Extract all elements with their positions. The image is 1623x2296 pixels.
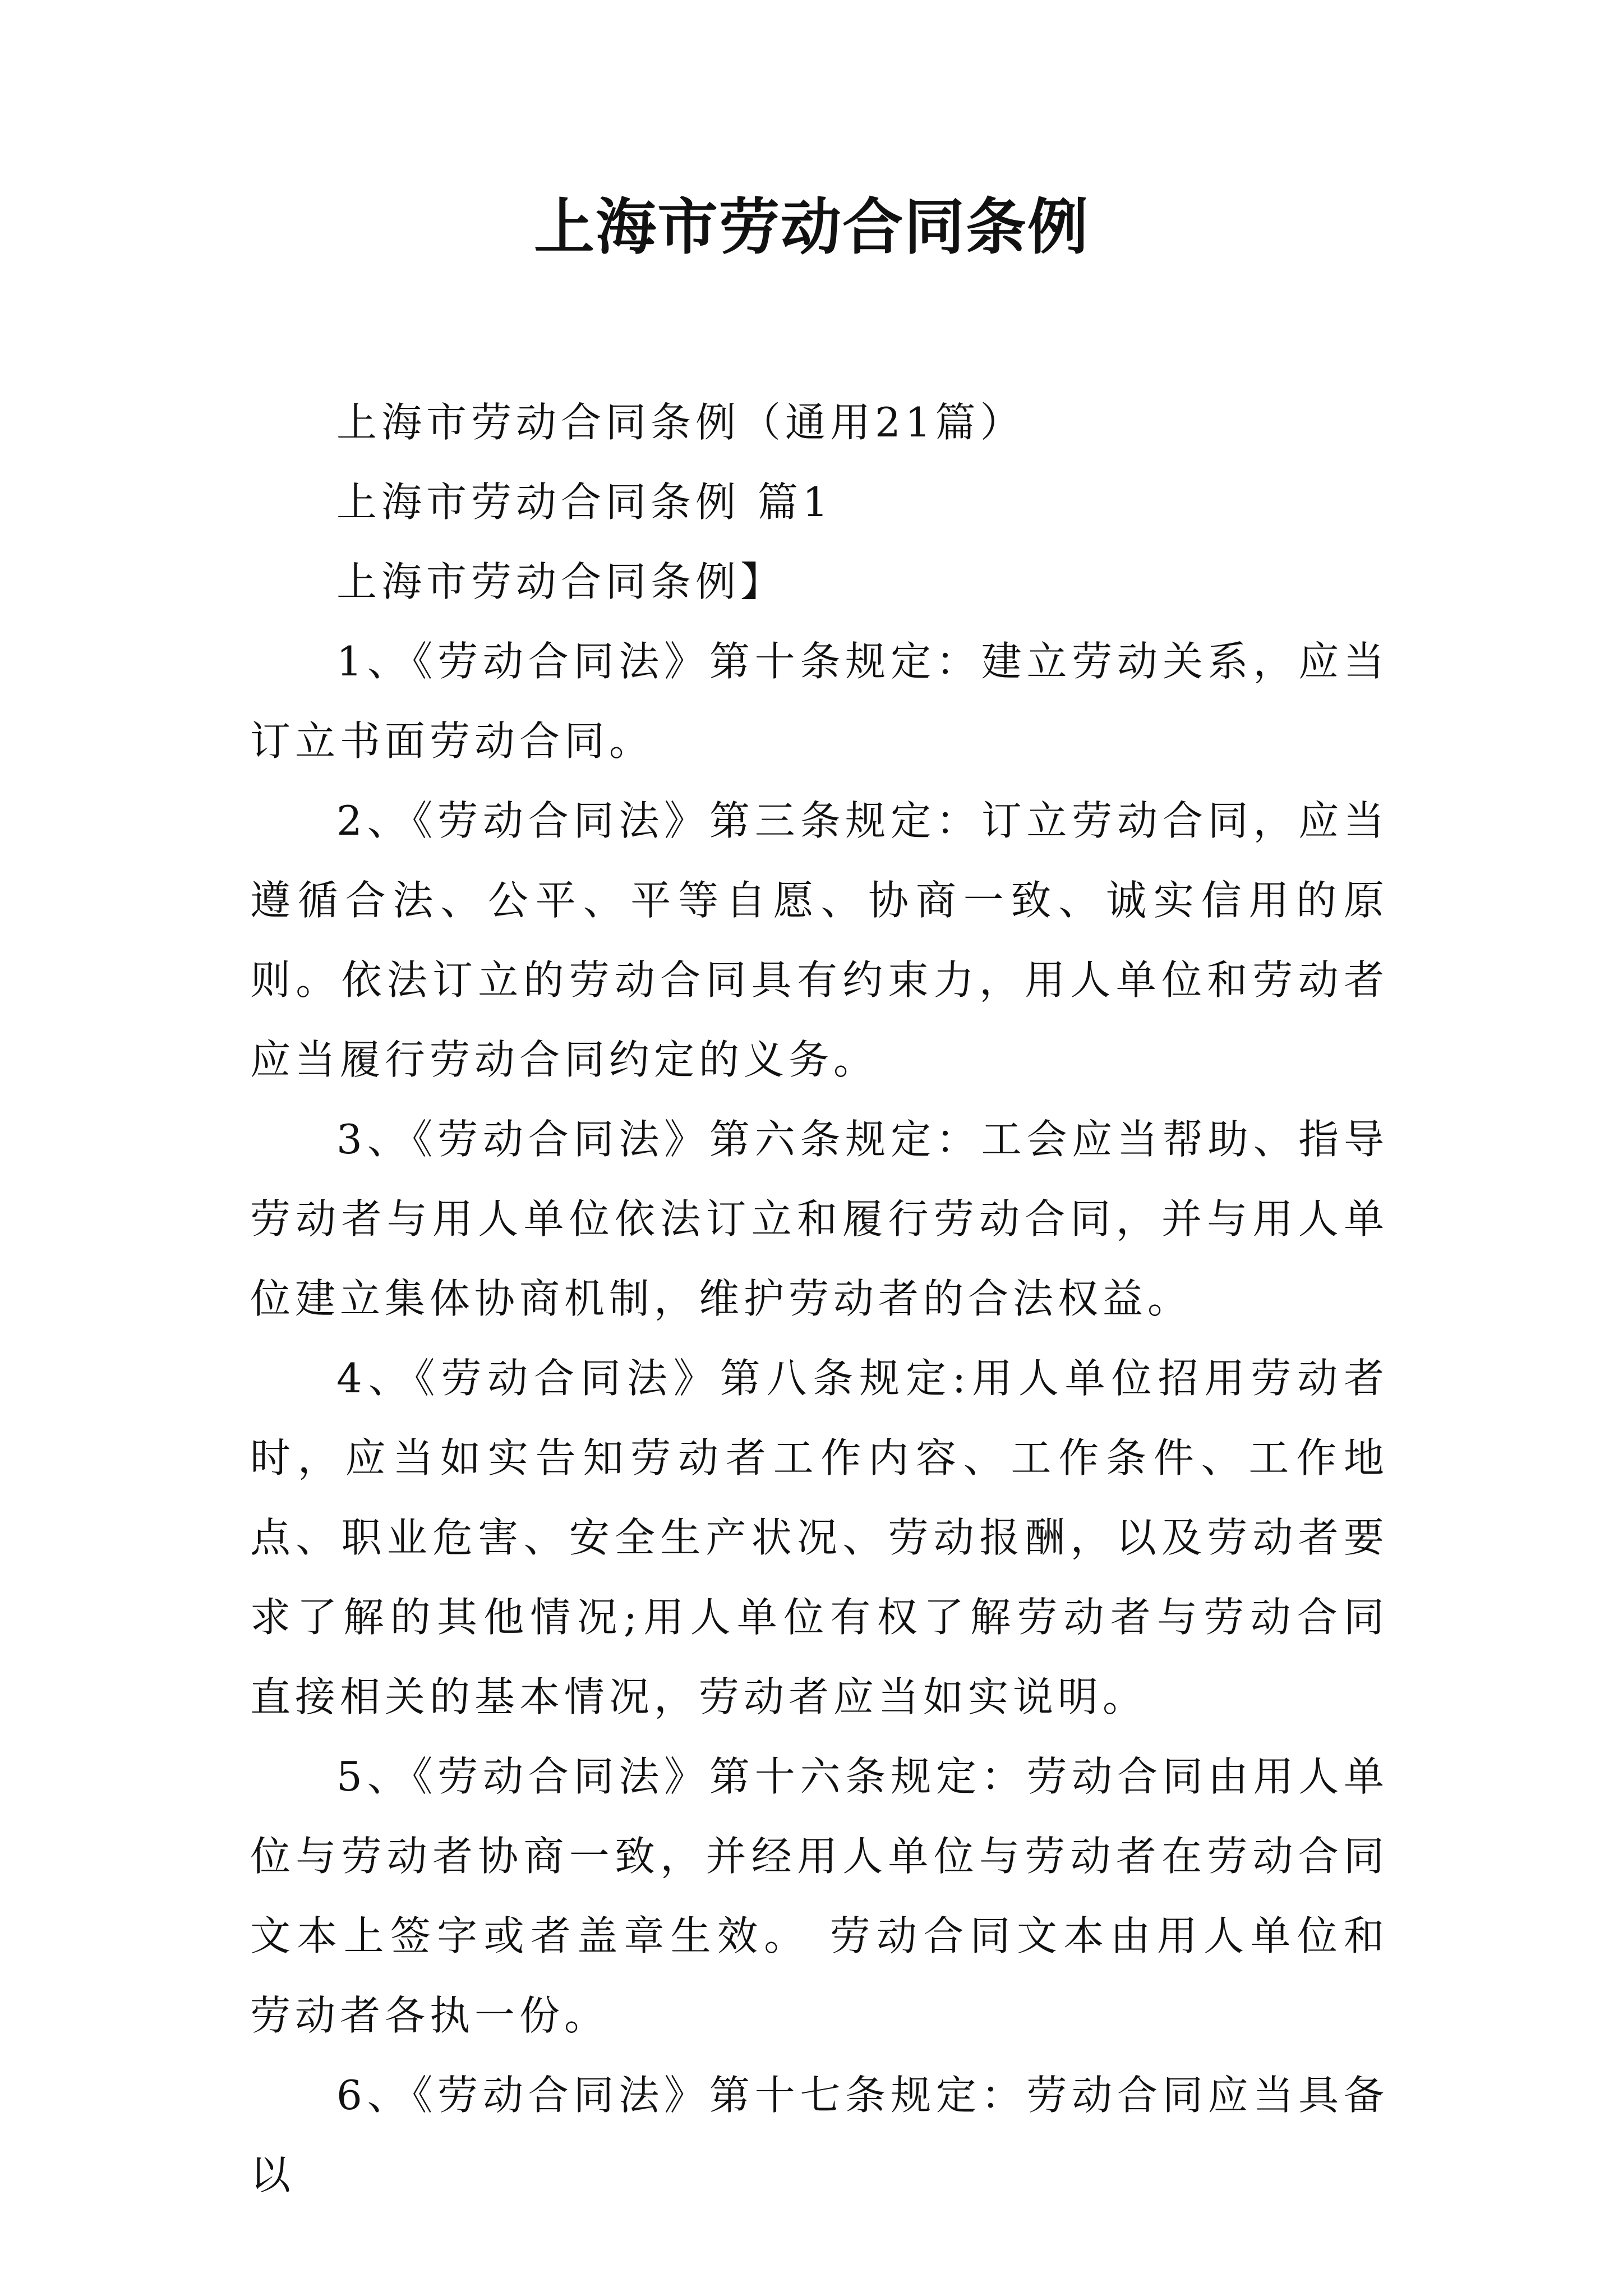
document-title: 上海市劳动合同条例	[533, 192, 1089, 263]
paragraph-2: 2、《劳动合同法》第三条规定：订立劳动合同，应当遵循合法、公平、平等自愿、协商一致、诚实信用的原则。依法订立的劳动合同具有约束力，用人单位和劳动者应当履行劳动合同约定的义务。	[250, 797, 1389, 1083]
paragraph-1: 1、《劳动合同法》第十条规定：建立劳动关系，应当订立书面劳动合同。	[250, 638, 1389, 765]
subtitle-line: 上海市劳动合同条例（通用21篇）	[336, 399, 1025, 446]
paragraph-4: 4、《劳动合同法》第八条规定:用人单位招用劳动者时，应当如实告知劳动者工作内容、工作条件、工作地点、职业危害、安全生产状况、劳动报酬，以及劳动者要求了解的其他情况;用人单位有权了解劳动者与劳动合同直接相关的基本情况，劳动者应当如实说明。	[250, 1355, 1389, 1720]
document-body	[250, 383, 1389, 2215]
section-subheading: 上海市劳动合同条例】	[336, 558, 786, 605]
section-heading: 上海市劳动合同条例 篇1	[336, 478, 833, 526]
paragraph-3: 3、《劳动合同法》第六条规定：工会应当帮助、指导劳动者与用人单位依法订立和履行劳动合同，并与用人单位建立集体协商机制，维护劳动者的合法权益。	[250, 1116, 1389, 1322]
paragraph-5: 5、《劳动合同法》第十六条规定：劳动合同由用人单位与劳动者协商一致，并经用人单位与劳动者在劳动合同文本上签字或者盖章生效。 劳动合同文本由用人单位和劳动者各执一份。	[250, 1753, 1389, 2039]
paragraph-6: 6、《劳动合同法》第十七条规定：劳动合同应当具备以	[250, 2072, 1389, 2198]
